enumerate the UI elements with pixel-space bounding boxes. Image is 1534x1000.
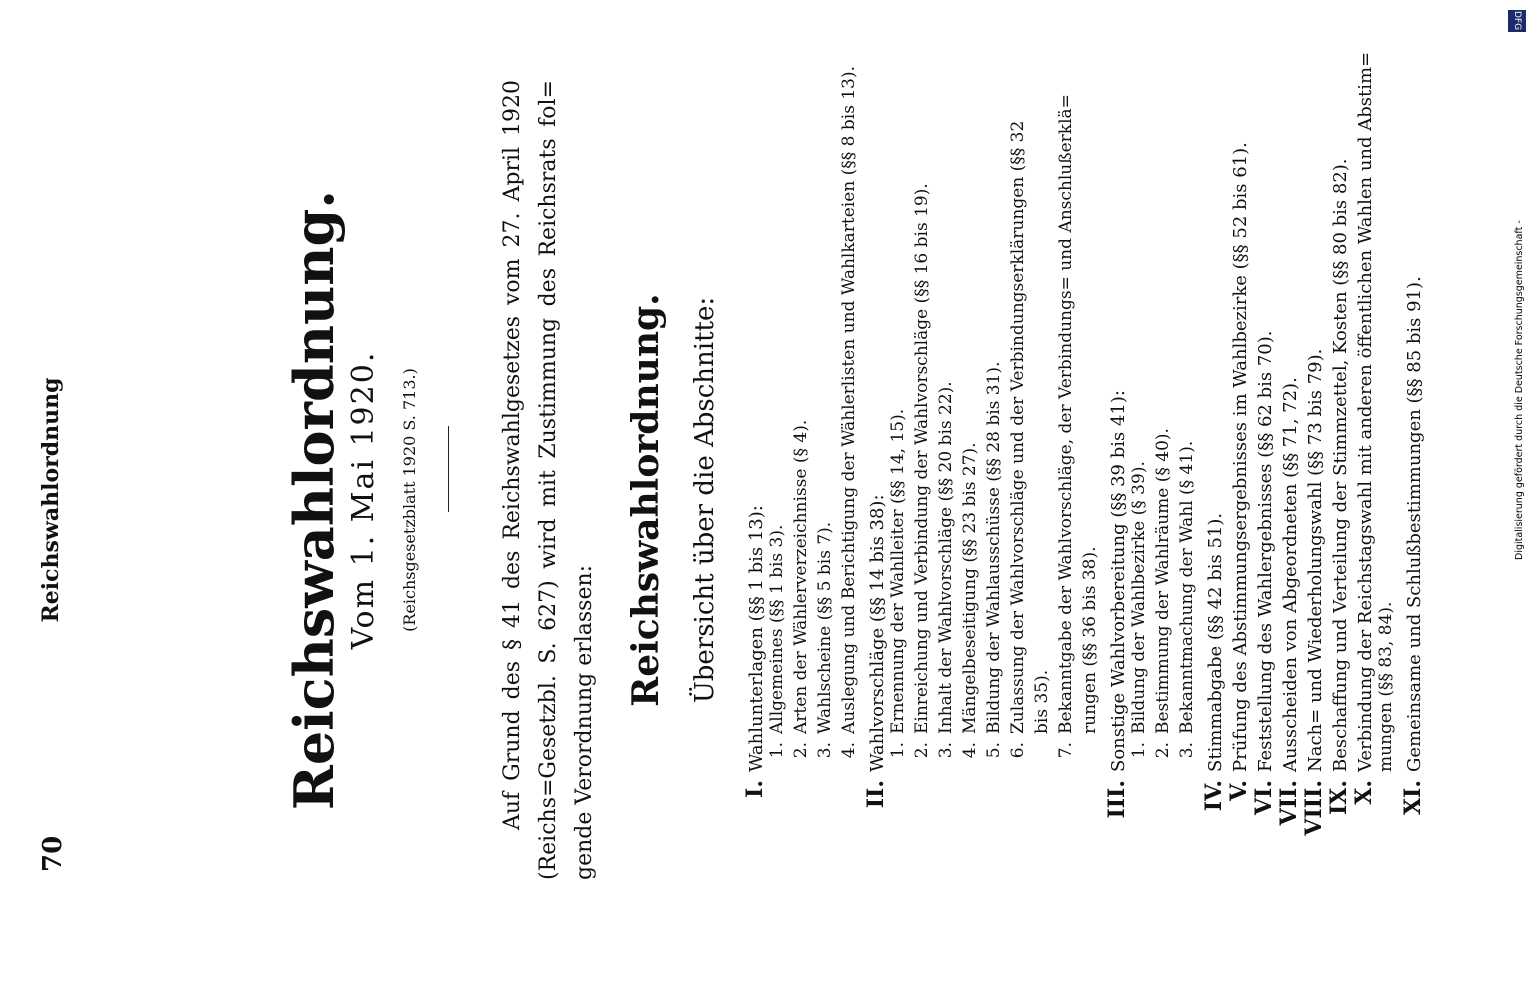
toc-entry xyxy=(1301,349,1327,880)
toc-entry xyxy=(863,494,889,880)
toc-roman-numeral: IX. xyxy=(1326,780,1352,816)
dfg-logo: DFG xyxy=(1508,10,1526,32)
toc-entry xyxy=(888,409,908,780)
toc-entry xyxy=(742,505,768,880)
toc-entry xyxy=(1326,158,1352,880)
toc-entry xyxy=(1104,390,1130,880)
overview-heading: Übersicht über die Abschnitte: xyxy=(690,296,720,704)
toc-subitem-number: 4. xyxy=(960,742,980,759)
toc-entry-text: Bestimmung der Wahlräume (§ 40). xyxy=(1153,428,1173,734)
preamble-text: Auf Grund des § 41 des Reichswahlgesetzes vom 27. April 1920 (Reichs=Gesetzbl. S. 627) wird mit Zustimmung des Reichsrats fol= gende Verordnung erlassen: xyxy=(500,80,597,880)
running-head: Reichswahlordnung xyxy=(38,377,64,623)
toc-entry-text: Inhalt der Wahlvorschläge (§§ 20 bis 22). xyxy=(936,381,956,734)
toc-roman-numeral: III. xyxy=(1104,780,1130,819)
toc-entry-text: Bildung der Wahlausschüsse (§§ 28 bis 31). xyxy=(984,361,1004,734)
toc-entry-text: Beschaffung und Verteilung der Stimmzettel, Kosten (§§ 80 bis 82). xyxy=(1330,158,1351,772)
toc-entry xyxy=(815,522,835,780)
toc-entry-text: rungen (§§ 36 bis 38). xyxy=(1080,546,1100,734)
toc-entry xyxy=(791,420,811,780)
section-title: Reichswahlordnung. xyxy=(625,293,667,707)
toc-entry xyxy=(936,381,956,780)
toc-entry-text: Stimmabgabe (§§ 42 bis 51). xyxy=(1205,512,1226,772)
toc-entry-text: Bekanntgabe der Wahlvorschläge, der Verbindungs= und Anschlußerklä= xyxy=(1056,94,1076,734)
toc-roman-numeral: X. xyxy=(1351,780,1377,805)
toc-subitem-number: 3. xyxy=(1177,742,1197,759)
toc-subitem-number: 6. xyxy=(1008,742,1028,759)
toc-entry xyxy=(1226,142,1252,880)
toc-entry xyxy=(1400,276,1426,880)
page-number: 70 xyxy=(38,835,68,872)
toc-entry-text: Auslegung und Berichtigung der Wählerlisten und Wahlkarteien (§§ 8 bis 13). xyxy=(839,65,859,734)
toc-subitem-number: 2. xyxy=(791,742,811,759)
toc-entry xyxy=(960,442,980,780)
toc-roman-numeral: IV. xyxy=(1201,780,1227,812)
date-line: Vom 1. Mai 1920. xyxy=(346,350,381,650)
toc-entry xyxy=(1056,94,1076,780)
scan-credit: Digitalisierung gefördert durch die Deutsche Forschungsgemeinschaft - xyxy=(1514,220,1525,560)
toc-subitem-number: 2. xyxy=(1153,742,1173,759)
scan-credit-strip xyxy=(1504,0,1534,1000)
toc-roman-numeral: V. xyxy=(1226,780,1252,801)
toc-entry-text: Feststellung des Wahlergebnisses (§§ 62 bis 70). xyxy=(1255,330,1276,772)
toc-entry-text: Zulassung der Wahlvorschläge und der Verbindungserklärungen (§§ 32 xyxy=(1008,120,1028,734)
toc-subitem-number: 3. xyxy=(936,742,956,759)
toc-entry xyxy=(912,183,932,780)
toc-entry xyxy=(767,525,787,780)
toc-subitem-number: 4. xyxy=(839,742,859,759)
toc-subitem-number: 7. xyxy=(1056,742,1076,759)
toc-entry-text: mungen (§§ 83, 84). xyxy=(1376,601,1396,772)
toc-entry xyxy=(1276,377,1302,880)
toc-entry-text: Ausscheiden von Abgeordneten (§§ 71, 72). xyxy=(1280,377,1301,772)
toc-subitem-number: 1. xyxy=(1129,742,1149,759)
toc-entry-text: Nach= und Wiederholungswahl (§§ 73 bis 79). xyxy=(1305,348,1326,772)
toc-entry xyxy=(1032,670,1052,734)
toc-entry-text: Verbindung der Reichstagswahl mit anderen öffentlichen Wahlen und Abstim= xyxy=(1355,51,1376,772)
toc-subitem-number: 2. xyxy=(912,742,932,759)
toc-entry xyxy=(1251,331,1277,881)
toc-entry-text: Arten der Wählerverzeichnisse (§ 4). xyxy=(791,419,811,734)
toc-entry xyxy=(1008,121,1028,780)
toc-entry xyxy=(984,362,1004,780)
toc-subitem-number: 1. xyxy=(888,742,908,759)
toc-entry-text: Prüfung des Abstimmungsergebnisses im Wahlbezirke (§§ 52 bis 61). xyxy=(1230,142,1251,772)
toc-roman-numeral: XI. xyxy=(1400,780,1426,816)
toc-entry xyxy=(1201,513,1227,880)
toc-entry-text: Einreichung und Verbindung der Wahlvorschläge (§§ 16 bis 19). xyxy=(912,183,932,734)
toc-roman-numeral: VII. xyxy=(1276,780,1302,826)
toc-entry xyxy=(1177,441,1197,780)
toc-entry xyxy=(1129,461,1149,780)
toc-entry-text: Mängelbeseitigung (§§ 23 bis 27). xyxy=(960,442,980,734)
page-title: Reichswahlordnung. xyxy=(282,189,346,811)
toc-entry-text: Wahlunterlagen (§§ 1 bis 13): xyxy=(746,505,767,772)
toc-subitem-number: 5. xyxy=(984,742,1004,759)
source-reference: (Reichsgesetzblatt 1920 S. 713.) xyxy=(400,368,419,632)
toc-entry-text: Sonstige Wahlvorbereitung (§§ 39 bis 41): xyxy=(1108,390,1129,772)
toc-entry xyxy=(1351,52,1377,880)
toc-entry-text: Allgemeines (§§ 1 bis 3). xyxy=(767,524,787,734)
toc-roman-numeral: I. xyxy=(742,780,768,798)
toc-entry xyxy=(1153,428,1173,780)
toc-entry-text: Bildung der Wahlbezirke (§ 39). xyxy=(1129,461,1149,734)
toc-roman-numeral: VIII. xyxy=(1301,780,1327,836)
toc-entry-text: Gemeinsame und Schlußbestimmungen (§§ 85 bis 91). xyxy=(1404,276,1425,772)
toc-subitem-number: 3. xyxy=(815,742,835,759)
toc-entry-text: Wahlvorschläge (§§ 14 bis 38): xyxy=(867,494,888,772)
toc-entry-text: Wahlscheine (§§ 5 bis 7). xyxy=(815,521,835,734)
toc-entry-text: Bekanntmachung der Wahl (§ 41). xyxy=(1177,440,1197,734)
toc-entry xyxy=(1376,602,1396,772)
toc-entry xyxy=(1080,546,1100,734)
toc-entry-text: Ernennung der Wahlleiter (§§ 14, 15). xyxy=(888,408,908,734)
toc-entry xyxy=(839,66,859,780)
toc-roman-numeral: VI. xyxy=(1251,780,1277,816)
toc-roman-numeral: II. xyxy=(863,780,889,809)
toc-subitem-number: 1. xyxy=(767,742,787,759)
toc-entry-text: bis 35). xyxy=(1032,669,1052,734)
